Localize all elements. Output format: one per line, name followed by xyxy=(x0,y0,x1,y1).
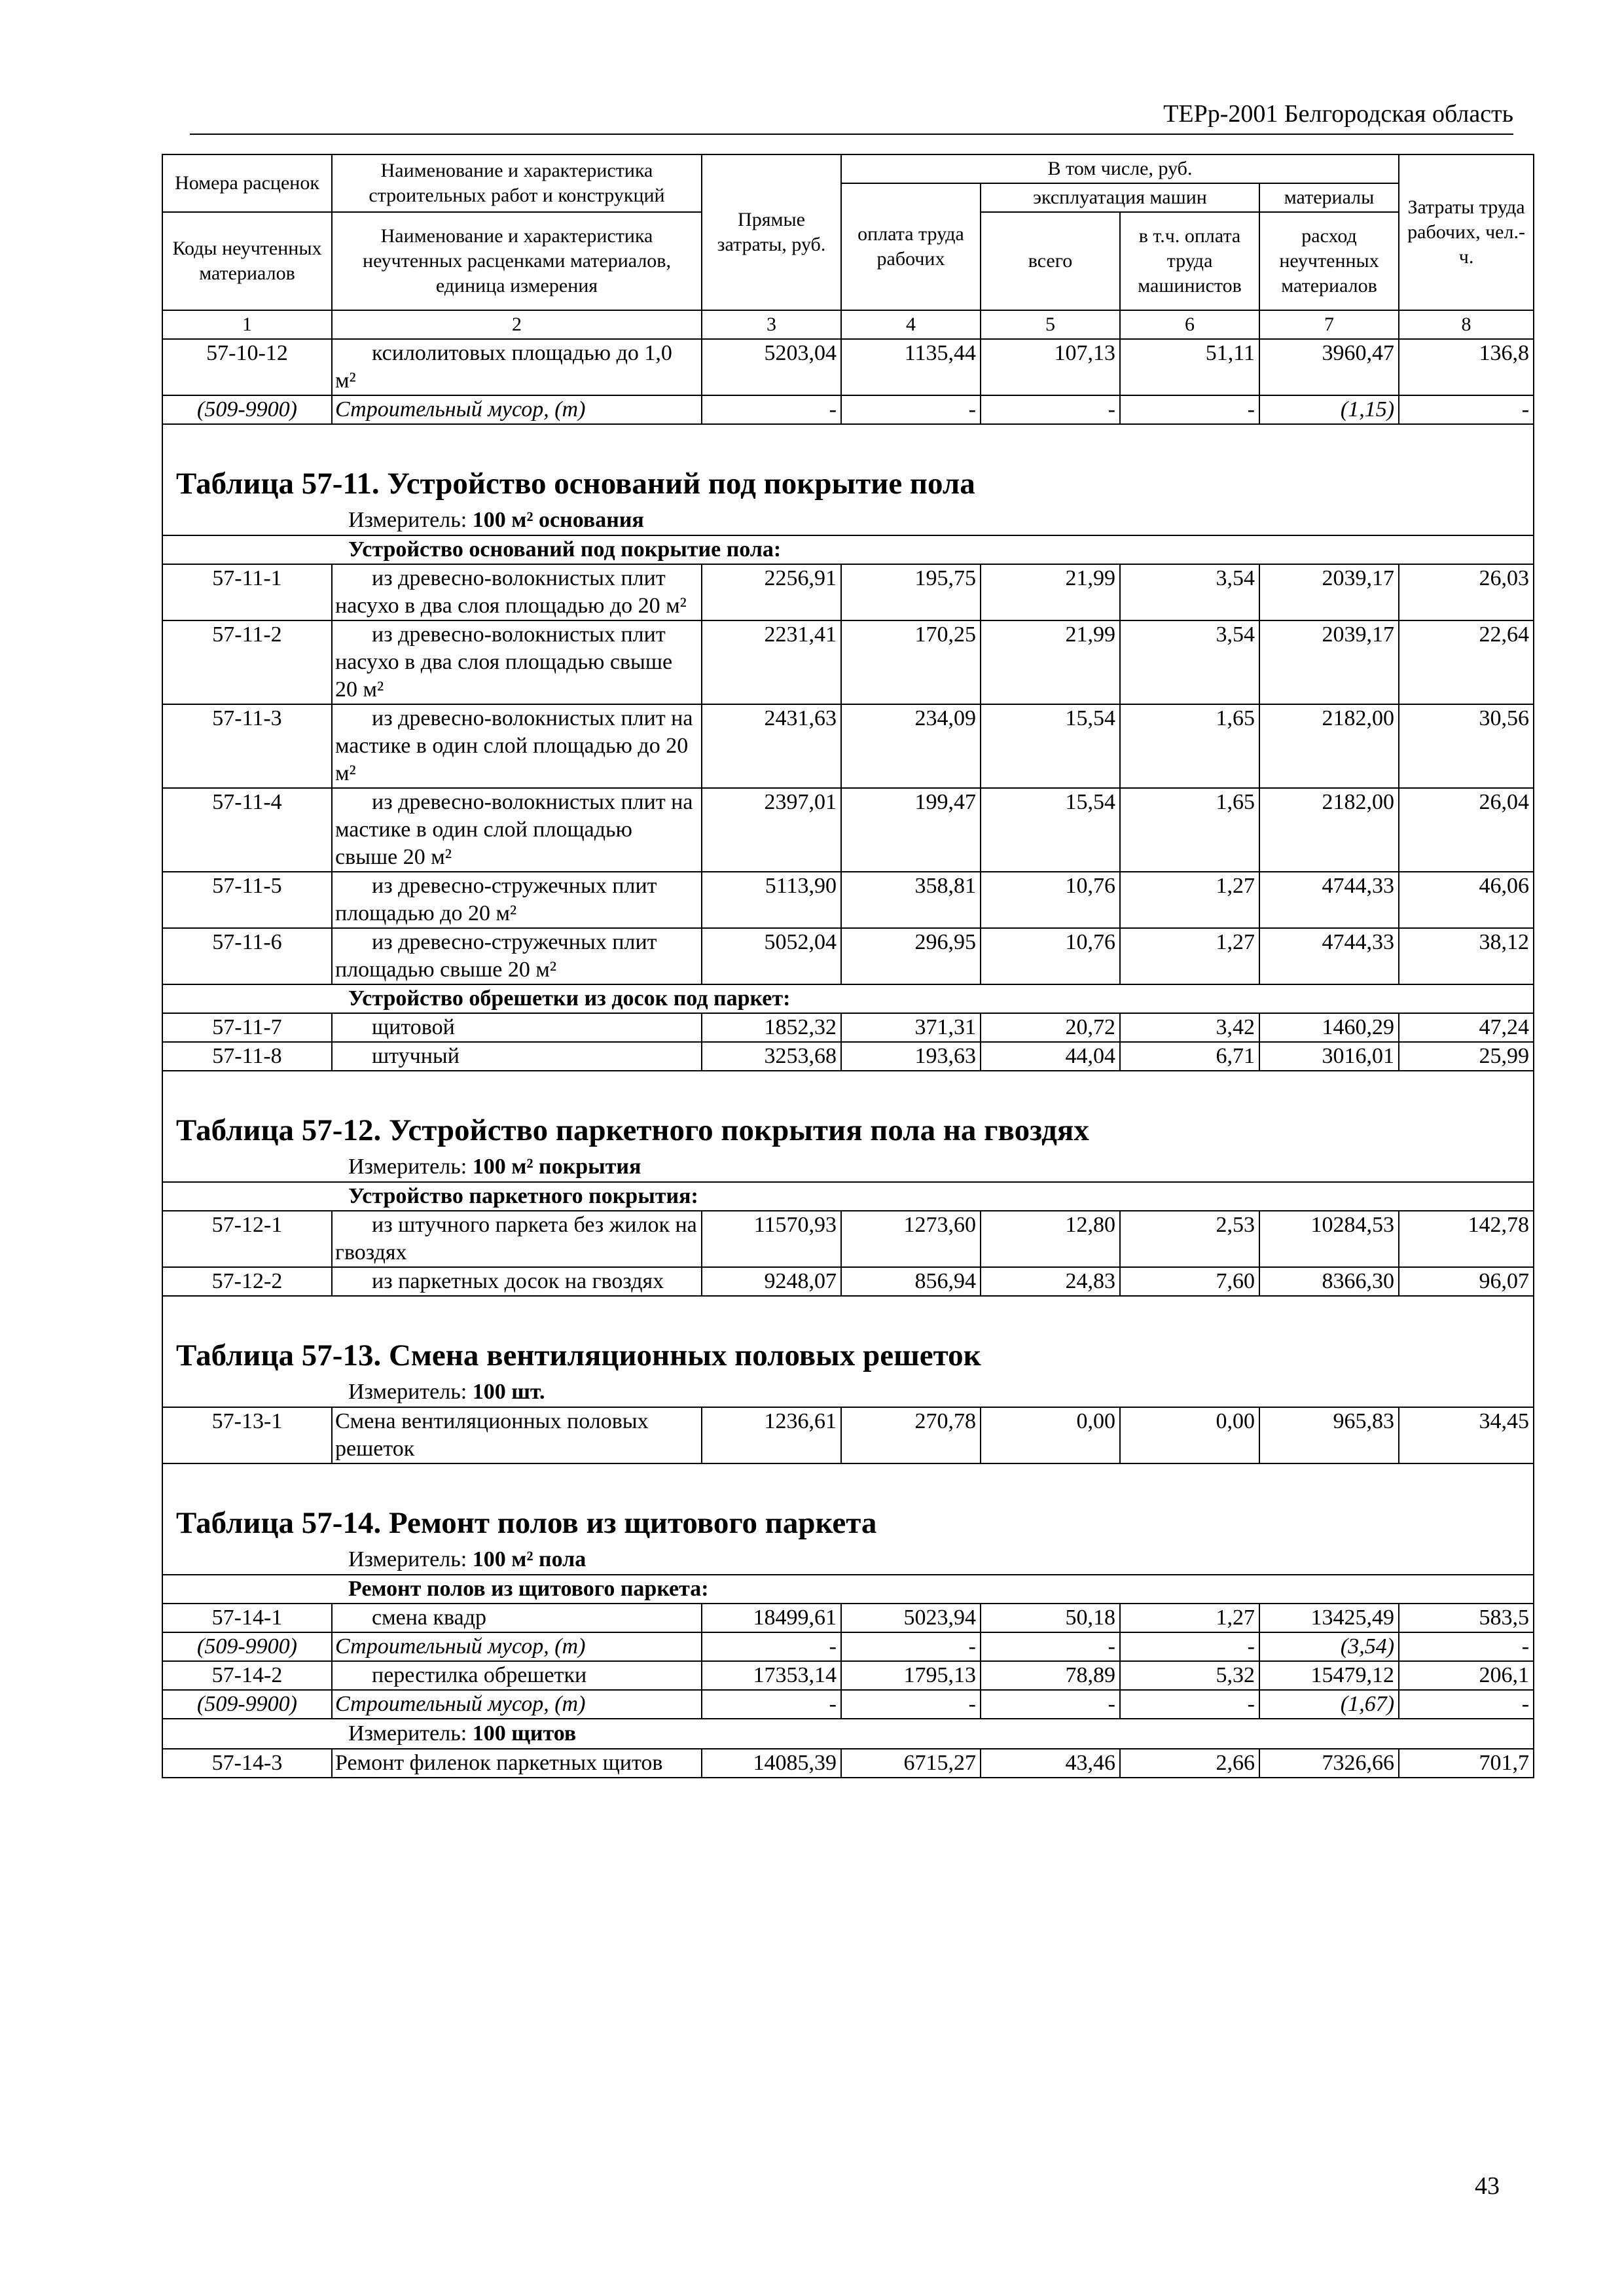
meter-label: Измеритель: xyxy=(348,1721,467,1746)
meter xyxy=(162,1545,1534,1575)
rate-code: 57-11-6 xyxy=(162,928,332,984)
value-cell: 20,72 xyxy=(981,1013,1120,1042)
value-cell: 15,54 xyxy=(981,788,1120,872)
work-name-text: перестилка обрешетки xyxy=(372,1663,587,1687)
value-cell: 46,06 xyxy=(1399,872,1534,928)
rate-code: 57-14-2 xyxy=(162,1661,332,1690)
value-cell: 21,99 xyxy=(981,564,1120,620)
spacer xyxy=(162,1071,1534,1107)
header-code-top: Номера расценок xyxy=(162,154,332,212)
work-name-text: Строительный мусор, (т) xyxy=(335,1634,586,1659)
work-name xyxy=(332,1690,702,1719)
group-heading: Ремонт полов из щитового паркета: xyxy=(162,1575,1534,1604)
value-cell: 296,95 xyxy=(841,928,981,984)
rate-code: 57-11-5 xyxy=(162,872,332,928)
header-materials: материалы xyxy=(1259,183,1399,212)
spacer-row xyxy=(162,1463,1534,1499)
work-name-text: из древесно-волокнистых плит на мастике в один слой площадью до 20 м² xyxy=(335,706,693,785)
work-name xyxy=(332,1604,702,1632)
header-machines: эксплуатация машин xyxy=(981,183,1259,212)
spacer-row xyxy=(162,424,1534,460)
value-cell: 78,89 xyxy=(981,1661,1120,1690)
group-row xyxy=(162,535,1534,564)
work-name xyxy=(332,1267,702,1296)
rate-code: (509-9900) xyxy=(162,395,332,424)
work-name-text: из древесно-стружечных плит площадью свыше 20 м² xyxy=(335,930,657,982)
value-cell: 30,56 xyxy=(1399,704,1534,788)
work-name-text: из штучного паркета без жилок на гвоздях xyxy=(335,1213,697,1265)
meter-row xyxy=(162,1719,1534,1749)
group-heading: Устройство обрешетки из досок под паркет: xyxy=(162,984,1534,1013)
header-name-top: Наименование и характеристика строительных работ и конструкций xyxy=(332,154,702,212)
table-row xyxy=(162,1267,1534,1296)
value-cell: 1460,29 xyxy=(1259,1013,1399,1042)
rate-code: (509-9900) xyxy=(162,1690,332,1719)
page-number: 43 xyxy=(1475,2172,1500,2200)
value-cell: 5113,90 xyxy=(702,872,841,928)
value-cell: 10284,53 xyxy=(1259,1211,1399,1267)
table-title: Таблица 57-12. Устройство паркетного покрытия пола на гвоздях xyxy=(162,1107,1534,1153)
header-labor: Затраты труда рабочих, чел.-ч. xyxy=(1399,154,1534,310)
work-name-text: смена квадр xyxy=(372,1605,486,1630)
value-cell: - xyxy=(841,1690,981,1719)
value-cell: 8366,30 xyxy=(1259,1267,1399,1296)
col-number: 7 xyxy=(1259,310,1399,339)
rate-code: 57-14-3 xyxy=(162,1749,332,1778)
rate-code: 57-13-1 xyxy=(162,1407,332,1463)
value-cell: - xyxy=(1399,1632,1534,1661)
group-row xyxy=(162,984,1534,1013)
table-row xyxy=(162,1749,1534,1778)
table-row xyxy=(162,1013,1534,1042)
value-cell: 38,12 xyxy=(1399,928,1534,984)
value-cell: 1236,61 xyxy=(702,1407,841,1463)
rate-code: 57-12-2 xyxy=(162,1267,332,1296)
value-cell: 2231,41 xyxy=(702,620,841,704)
value-cell: 25,99 xyxy=(1399,1042,1534,1071)
work-name xyxy=(332,339,702,395)
value-cell: 13425,49 xyxy=(1259,1604,1399,1632)
value-cell: 18499,61 xyxy=(702,1604,841,1632)
value-cell: 2431,63 xyxy=(702,704,841,788)
value-cell: 107,13 xyxy=(981,339,1120,395)
table-row xyxy=(162,872,1534,928)
value-cell: 15479,12 xyxy=(1259,1661,1399,1690)
work-name xyxy=(332,1407,702,1463)
col-number: 2 xyxy=(332,310,702,339)
value-cell: 136,8 xyxy=(1399,339,1534,395)
table-title-row xyxy=(162,1332,1534,1378)
value-cell: 10,76 xyxy=(981,872,1120,928)
rate-code: 57-11-7 xyxy=(162,1013,332,1042)
value-cell: 2039,17 xyxy=(1259,564,1399,620)
value-cell: 7,60 xyxy=(1120,1267,1259,1296)
meter xyxy=(162,1153,1534,1182)
value-cell: - xyxy=(1120,395,1259,424)
value-cell: 96,07 xyxy=(1399,1267,1534,1296)
table-row xyxy=(162,704,1534,788)
table-row xyxy=(162,1407,1534,1463)
value-cell: 1135,44 xyxy=(841,339,981,395)
rate-code: 57-12-1 xyxy=(162,1211,332,1267)
document-title: ТЕРр-2001 Белгородская область xyxy=(1163,100,1513,128)
meter-value: 100 м² основания xyxy=(472,508,644,532)
value-cell: 6715,27 xyxy=(841,1749,981,1778)
meter-label: Измеритель: xyxy=(348,1380,467,1404)
value-cell: 270,78 xyxy=(841,1407,981,1463)
value-cell: 1,65 xyxy=(1120,704,1259,788)
value-cell: 199,47 xyxy=(841,788,981,872)
value-cell: - xyxy=(702,1690,841,1719)
table-title-row xyxy=(162,1107,1534,1153)
meter-value: 100 щитов xyxy=(472,1721,577,1746)
value-cell: 3253,68 xyxy=(702,1042,841,1071)
work-name xyxy=(332,704,702,788)
material-row xyxy=(162,1632,1534,1661)
value-cell: 3,42 xyxy=(1120,1013,1259,1042)
value-cell: 2397,01 xyxy=(702,788,841,872)
value-cell: (1,15) xyxy=(1259,395,1399,424)
value-cell: 2182,00 xyxy=(1259,704,1399,788)
work-name xyxy=(332,1661,702,1690)
value-cell: 21,99 xyxy=(981,620,1120,704)
value-cell: 1852,32 xyxy=(702,1013,841,1042)
work-name xyxy=(332,395,702,424)
table-title: Таблица 57-13. Смена вентиляционных половых решеток xyxy=(162,1332,1534,1378)
value-cell: 14085,39 xyxy=(702,1749,841,1778)
table-row xyxy=(162,1661,1534,1690)
header-machines-total: всего xyxy=(981,212,1120,310)
work-name-text: штучный xyxy=(372,1044,460,1068)
value-cell: 51,11 xyxy=(1120,339,1259,395)
col-number: 4 xyxy=(841,310,981,339)
value-cell: 22,64 xyxy=(1399,620,1534,704)
value-cell: - xyxy=(981,1690,1120,1719)
value-cell: - xyxy=(841,395,981,424)
value-cell: 47,24 xyxy=(1399,1013,1534,1042)
value-cell: - xyxy=(1399,1690,1534,1719)
value-cell: 3960,47 xyxy=(1259,339,1399,395)
table-row xyxy=(162,339,1534,395)
table-title: Таблица 57-14. Ремонт полов из щитового паркета xyxy=(162,1499,1534,1545)
rate-code: 57-11-8 xyxy=(162,1042,332,1071)
table-row xyxy=(162,564,1534,620)
meter-row xyxy=(162,506,1534,535)
table-row xyxy=(162,788,1534,872)
material-row xyxy=(162,1690,1534,1719)
value-cell: 583,5 xyxy=(1399,1604,1534,1632)
rate-code: 57-11-4 xyxy=(162,788,332,872)
rate-code: 57-11-3 xyxy=(162,704,332,788)
value-cell: 50,18 xyxy=(981,1604,1120,1632)
value-cell: 371,31 xyxy=(841,1013,981,1042)
spacer xyxy=(162,1463,1534,1499)
group-heading: Устройство оснований под покрытие пола: xyxy=(162,535,1534,564)
rate-code: 57-11-2 xyxy=(162,620,332,704)
value-cell: - xyxy=(702,1632,841,1661)
header-incl: В том числе, руб. xyxy=(841,154,1399,183)
value-cell: 1795,13 xyxy=(841,1661,981,1690)
table-title-row xyxy=(162,460,1534,506)
work-name-text: из древесно-волокнистых плит на мастике в один слой площадью свыше 20 м² xyxy=(335,790,693,869)
work-name-text: из древесно-волокнистых плит насухо в два слоя площадью до 20 м² xyxy=(335,566,687,618)
value-cell: 4744,33 xyxy=(1259,928,1399,984)
value-cell: 11570,93 xyxy=(702,1211,841,1267)
table-row xyxy=(162,928,1534,984)
value-cell: - xyxy=(981,1632,1120,1661)
group-row xyxy=(162,1575,1534,1604)
work-name-text: Строительный мусор, (т) xyxy=(335,397,586,422)
col-number: 8 xyxy=(1399,310,1534,339)
value-cell: - xyxy=(1399,395,1534,424)
group-heading: Устройство паркетного покрытия: xyxy=(162,1182,1534,1211)
col-number: 3 xyxy=(702,310,841,339)
work-name xyxy=(332,1013,702,1042)
work-name-text: ксилолитовых площадью до 1,0 м² xyxy=(335,341,672,393)
meter-row xyxy=(162,1545,1534,1575)
value-cell: - xyxy=(841,1632,981,1661)
value-cell: 1,27 xyxy=(1120,872,1259,928)
value-cell: 34,45 xyxy=(1399,1407,1534,1463)
table-row xyxy=(162,1211,1534,1267)
value-cell: 2,53 xyxy=(1120,1211,1259,1267)
work-name xyxy=(332,872,702,928)
col-number: 1 xyxy=(162,310,332,339)
value-cell: - xyxy=(981,395,1120,424)
value-cell: 195,75 xyxy=(841,564,981,620)
meter xyxy=(162,1719,1534,1749)
value-cell: - xyxy=(1120,1632,1259,1661)
value-cell: 2256,91 xyxy=(702,564,841,620)
value-cell: 17353,14 xyxy=(702,1661,841,1690)
spacer xyxy=(162,1296,1534,1332)
price-table xyxy=(162,154,1534,1778)
value-cell: 7326,66 xyxy=(1259,1749,1399,1778)
value-cell: 3016,01 xyxy=(1259,1042,1399,1071)
meter xyxy=(162,1378,1534,1407)
spacer-row xyxy=(162,1071,1534,1107)
value-cell: 193,63 xyxy=(841,1042,981,1071)
value-cell: 3,54 xyxy=(1120,564,1259,620)
table-title-row xyxy=(162,1499,1534,1545)
value-cell: 43,46 xyxy=(981,1749,1120,1778)
value-cell: 2,66 xyxy=(1120,1749,1259,1778)
value-cell: 5052,04 xyxy=(702,928,841,984)
work-name-text: Строительный мусор, (т) xyxy=(335,1692,586,1716)
value-cell: 5023,94 xyxy=(841,1604,981,1632)
meter-label: Измеритель: xyxy=(348,1547,467,1571)
rate-code: 57-10-12 xyxy=(162,339,332,395)
rate-code: 57-11-1 xyxy=(162,564,332,620)
value-cell: 965,83 xyxy=(1259,1407,1399,1463)
work-name xyxy=(332,564,702,620)
work-name xyxy=(332,1749,702,1778)
group-row xyxy=(162,1182,1534,1211)
meter-label: Измеритель: xyxy=(348,1155,467,1179)
value-cell: 2182,00 xyxy=(1259,788,1399,872)
col-number: 5 xyxy=(981,310,1120,339)
work-name xyxy=(332,928,702,984)
meter-value: 100 шт. xyxy=(472,1380,545,1404)
value-cell: 26,03 xyxy=(1399,564,1534,620)
spacer xyxy=(162,424,1534,460)
value-cell: 1,65 xyxy=(1120,788,1259,872)
value-cell: 2039,17 xyxy=(1259,620,1399,704)
value-cell: 170,25 xyxy=(841,620,981,704)
value-cell: 26,04 xyxy=(1399,788,1534,872)
spacer-row xyxy=(162,1296,1534,1332)
value-cell: 10,76 xyxy=(981,928,1120,984)
value-cell: 358,81 xyxy=(841,872,981,928)
value-cell: (1,67) xyxy=(1259,1690,1399,1719)
value-cell: 1273,60 xyxy=(841,1211,981,1267)
col-number: 6 xyxy=(1120,310,1259,339)
meter-row xyxy=(162,1378,1534,1407)
value-cell: 1,27 xyxy=(1120,928,1259,984)
header-direct: Прямые затраты, руб. xyxy=(702,154,841,310)
value-cell: - xyxy=(702,395,841,424)
value-cell: 142,78 xyxy=(1399,1211,1534,1267)
header-machinists: в т.ч. оплата труда машинистов xyxy=(1120,212,1259,310)
header-labor-pay: оплата труда рабочих xyxy=(841,183,981,310)
value-cell: - xyxy=(1120,1690,1259,1719)
meter-label: Измеритель: xyxy=(348,508,467,532)
work-name-text: из древесно-стружечных плит площадью до 20 м² xyxy=(335,874,657,925)
value-cell: 4744,33 xyxy=(1259,872,1399,928)
table-row xyxy=(162,1604,1534,1632)
header-code-bottom: Коды неучтенных материалов xyxy=(162,212,332,310)
rate-code: (509-9900) xyxy=(162,1632,332,1661)
value-cell: 44,04 xyxy=(981,1042,1120,1071)
value-cell: 12,80 xyxy=(981,1211,1120,1267)
value-cell: 5203,04 xyxy=(702,339,841,395)
value-cell: 24,83 xyxy=(981,1267,1120,1296)
work-name-text: из паркетных досок на гвоздях xyxy=(372,1269,664,1293)
meter xyxy=(162,506,1534,535)
work-name xyxy=(332,788,702,872)
value-cell: 5,32 xyxy=(1120,1661,1259,1690)
value-cell: 3,54 xyxy=(1120,620,1259,704)
work-name-text: из древесно-волокнистых плит насухо в два слоя площадью свыше 20 м² xyxy=(335,622,673,702)
value-cell: 9248,07 xyxy=(702,1267,841,1296)
value-cell: 206,1 xyxy=(1399,1661,1534,1690)
work-name-text: щитовой xyxy=(372,1015,455,1039)
value-cell: 0,00 xyxy=(1120,1407,1259,1463)
value-cell: 701,7 xyxy=(1399,1749,1534,1778)
value-cell: (3,54) xyxy=(1259,1632,1399,1661)
work-name xyxy=(332,1211,702,1267)
header-name-bottom: Наименование и характеристика неучтенных расценками материалов, единица измерения xyxy=(332,212,702,310)
value-cell: 0,00 xyxy=(981,1407,1120,1463)
value-cell: 1,27 xyxy=(1120,1604,1259,1632)
work-name xyxy=(332,1632,702,1661)
work-name xyxy=(332,620,702,704)
work-name xyxy=(332,1042,702,1071)
value-cell: 856,94 xyxy=(841,1267,981,1296)
value-cell: 15,54 xyxy=(981,704,1120,788)
meter-value: 100 м² пола xyxy=(472,1547,586,1571)
work-name-text: Смена вентиляционных половых решеток xyxy=(335,1409,649,1461)
work-name-text: Ремонт филенок паркетных щитов xyxy=(335,1751,663,1775)
header-materials-sub: расход неучтенных материалов xyxy=(1259,212,1399,310)
value-cell: 234,09 xyxy=(841,704,981,788)
table-row xyxy=(162,1042,1534,1071)
material-row xyxy=(162,395,1534,424)
rate-code: 57-14-1 xyxy=(162,1604,332,1632)
table-row xyxy=(162,620,1534,704)
value-cell: 6,71 xyxy=(1120,1042,1259,1071)
table-title: Таблица 57-11. Устройство оснований под покрытие пола xyxy=(162,460,1534,506)
running-header xyxy=(190,97,1513,135)
meter-value: 100 м² покрытия xyxy=(472,1155,641,1179)
meter-row xyxy=(162,1153,1534,1182)
